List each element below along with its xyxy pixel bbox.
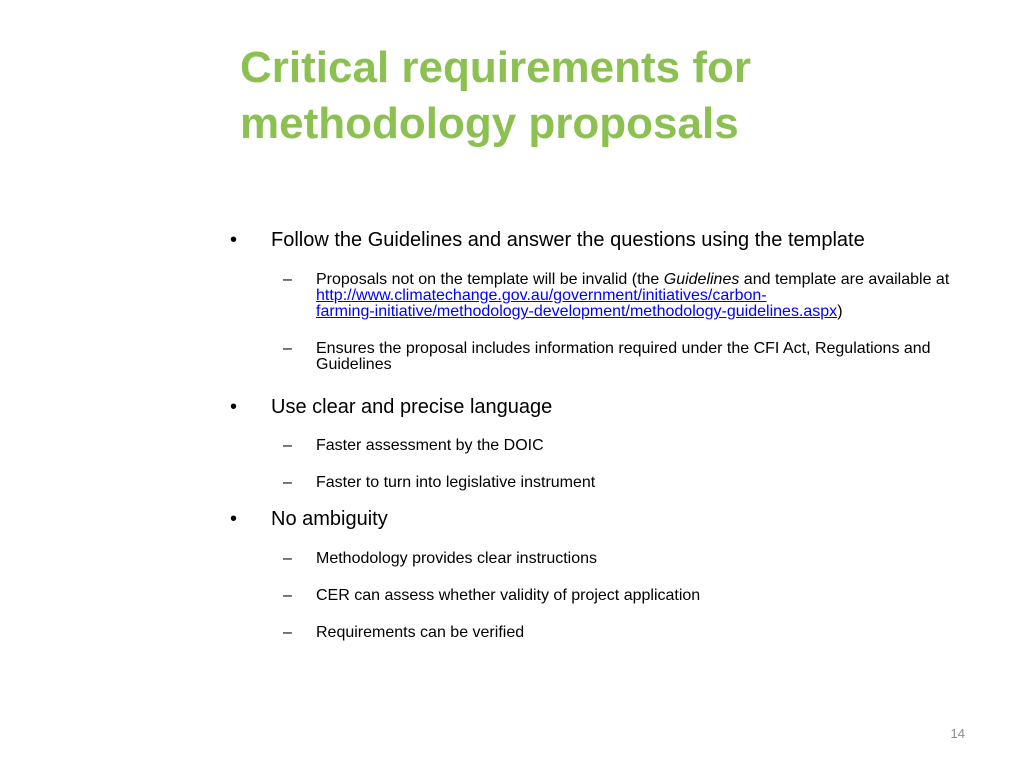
sub-text-suffix: ) bbox=[837, 303, 843, 320]
sub-item-1-1 bbox=[228, 272, 998, 320]
slide-title-line-1: Critical requirements for bbox=[240, 43, 752, 92]
sub-item-3-3 bbox=[228, 625, 998, 641]
sub-item-2-2 bbox=[228, 475, 998, 491]
bullet-text: No ambiguity bbox=[271, 508, 388, 530]
dash-marker: – bbox=[283, 550, 292, 567]
dash-marker: – bbox=[283, 474, 292, 491]
dash-marker: – bbox=[283, 624, 292, 641]
bullet-text: Follow the Guidelines and answer the questions using the template bbox=[271, 229, 865, 251]
guidelines-link-part-1[interactable]: http://www.climatechange.gov.au/government/initiatives/carbon- bbox=[316, 287, 767, 304]
sub-text: Ensures the proposal includes information required under the CFI Act, Regulations and Guidelines bbox=[316, 340, 931, 373]
sub-text-middle: and template are available at bbox=[739, 271, 950, 288]
slide-title-line-2: methodology proposals bbox=[240, 99, 739, 148]
sub-text: Methodology provides clear instructions bbox=[316, 550, 598, 567]
bullet-item-2 bbox=[228, 395, 998, 419]
dash-marker: – bbox=[283, 437, 292, 454]
dash-marker: – bbox=[283, 340, 292, 357]
sub-item-3-2 bbox=[228, 588, 998, 604]
page-number: 14 bbox=[950, 726, 965, 741]
guidelines-link-part-2[interactable]: farming-initiative/methodology-development/methodology-guidelines.aspx bbox=[316, 303, 838, 320]
sub-item-2-1 bbox=[228, 438, 998, 454]
sub-text: Faster assessment by the DOIC bbox=[316, 437, 544, 454]
sub-text: Faster to turn into legislative instrument bbox=[316, 474, 596, 491]
bullet-marker: • bbox=[230, 396, 238, 418]
sub-text-prefix: Proposals not on the template will be invalid (the bbox=[316, 271, 664, 288]
bullet-text: Use clear and precise language bbox=[271, 396, 553, 418]
sub-text-italic: Guidelines bbox=[663, 271, 740, 288]
sub-item-1-2 bbox=[228, 341, 998, 373]
bullet-marker: • bbox=[230, 229, 238, 251]
bullet-item-3 bbox=[228, 507, 998, 531]
dash-marker: – bbox=[283, 587, 292, 604]
sub-text: Requirements can be verified bbox=[316, 624, 525, 641]
sub-text: CER can assess whether validity of project application bbox=[316, 587, 701, 604]
slide-title bbox=[240, 40, 980, 152]
dash-marker: – bbox=[283, 271, 292, 288]
sub-item-3-1 bbox=[228, 551, 998, 567]
bullet-marker: • bbox=[230, 508, 238, 530]
bullet-item-1 bbox=[228, 228, 998, 252]
slide-body bbox=[228, 228, 998, 641]
